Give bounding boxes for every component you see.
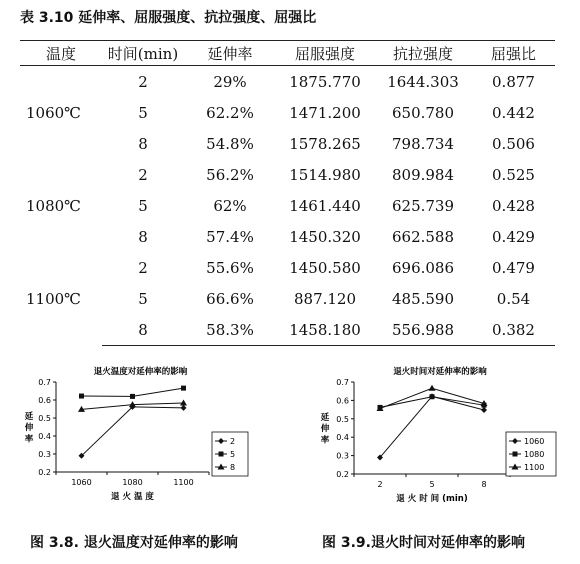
header-elongation: 延伸率 (184, 41, 276, 66)
table-row (20, 159, 555, 190)
ratio-cell: 0.525 (492, 165, 535, 184)
table-header-row (20, 41, 555, 66)
header-yield: 屈服强度 (276, 41, 374, 66)
y-axis-label: 延 伸 率 (319, 412, 329, 444)
ratio-cell: 0.429 (492, 227, 535, 246)
chart-time-svg (310, 362, 560, 512)
data-point (430, 394, 435, 399)
tensile-cell: 798.734 (391, 134, 455, 153)
table-caption: 表 3.10 延伸率、屈服强度、抗拉强度、屈强比 (20, 10, 317, 26)
data-point (180, 400, 187, 406)
yield-cell: 1450.580 (289, 258, 361, 277)
chart-title: 退火时间对延伸率的影响 (393, 367, 487, 377)
x-tick-label: 8 (481, 480, 487, 489)
elongation-cell: 56.2% (206, 165, 254, 184)
x-tick-label: 1100 (173, 478, 194, 487)
header-ratio: 屈强比 (472, 41, 555, 66)
x-axis-label: 退 火 时 间 (min) (396, 494, 468, 504)
legend-label: 2 (230, 437, 236, 446)
table-row (20, 252, 555, 283)
elongation-cell: 55.6% (206, 258, 254, 277)
y-tick-label: 0.3 (38, 450, 51, 459)
data-point (429, 385, 436, 391)
data-table (20, 40, 555, 346)
tensile-cell: 650.780 (391, 103, 455, 122)
time-cell: 5 (138, 196, 148, 215)
legend-label: 5 (230, 450, 236, 459)
ratio-cell: 0.382 (472, 314, 555, 346)
y-tick-label: 0.3 (336, 451, 349, 461)
y-tick-label: 0.6 (38, 396, 51, 405)
header-temp: 温度 (20, 41, 102, 66)
tensile-cell: 556.988 (374, 314, 472, 346)
x-tick-label: 2 (377, 480, 383, 489)
time-cell: 5 (138, 289, 148, 308)
temp-cell: 1060℃ (26, 103, 81, 122)
chart-title: 退火温度对延伸率的影响 (93, 367, 188, 377)
ratio-cell: 0.506 (492, 134, 535, 153)
y-tick-label: 0.5 (38, 414, 51, 423)
yield-cell: 1875.770 (289, 72, 361, 91)
legend (212, 432, 248, 476)
legend-label: 8 (230, 463, 236, 472)
elongation-cell: 66.6% (206, 289, 254, 308)
time-cell: 2 (138, 165, 148, 184)
elongation-cell: 29% (213, 72, 247, 91)
yield-cell: 1514.980 (289, 165, 361, 184)
time-cell: 5 (138, 103, 148, 122)
temp-cell: 1080℃ (26, 196, 81, 215)
data-point (130, 394, 135, 399)
yield-cell: 1450.320 (289, 227, 361, 246)
series-2 (79, 404, 187, 459)
data-point (181, 386, 186, 391)
header-tensile: 抗拉强度 (374, 41, 472, 66)
time-cell: 2 (138, 72, 148, 91)
legend-marker (219, 452, 224, 457)
x-axis-label: 退 火 温 度 (111, 492, 154, 502)
tensile-cell: 696.086 (391, 258, 455, 277)
yield-cell: 887.120 (293, 289, 357, 308)
header-time: 时间(min) (102, 41, 184, 66)
tensile-cell: 662.588 (391, 227, 455, 246)
y-tick-label: 0.4 (38, 432, 51, 441)
y-tick-label: 0.2 (336, 470, 349, 479)
elongation-cell: 57.4% (206, 227, 254, 246)
x-tick-label: 1060 (71, 478, 92, 487)
ratio-cell: 0.877 (492, 72, 535, 91)
series-1080 (378, 394, 487, 410)
y-tick-label: 0.6 (336, 396, 349, 406)
elongation-cell: 62% (213, 196, 247, 215)
series-line (380, 396, 484, 457)
yield-cell: 1458.180 (276, 314, 374, 346)
ratio-cell: 0.479 (492, 258, 535, 277)
y-tick-label: 0.4 (336, 433, 349, 443)
legend (506, 432, 556, 476)
data-point (79, 394, 84, 399)
legend-marker (513, 452, 518, 457)
y-tick-label: 0.7 (336, 378, 349, 387)
y-tick-label: 0.7 (38, 378, 51, 387)
yield-cell: 1471.200 (289, 103, 361, 122)
tensile-cell: 809.984 (391, 165, 455, 184)
tensile-cell: 485.590 (391, 289, 455, 308)
y-tick-label: 0.5 (336, 414, 349, 424)
x-tick-label: 5 (429, 480, 435, 489)
time-cell: 8 (138, 134, 148, 153)
ratio-cell: 0.428 (492, 196, 535, 215)
chart-time (310, 362, 560, 512)
ratio-cell: 0.54 (496, 289, 531, 308)
series-line (82, 407, 184, 456)
y-axis-label: 延 伸 率 (23, 411, 33, 443)
chart-temperature-svg (14, 362, 254, 512)
yield-cell: 1578.265 (289, 134, 361, 153)
time-cell: 2 (138, 258, 148, 277)
legend-label: 1060 (524, 437, 545, 446)
series-5 (79, 386, 186, 399)
y-tick-label: 0.2 (38, 468, 51, 477)
figure-caption-3-9: 图 3.9.退火时间对延伸率的影响 (322, 535, 525, 551)
table-row (20, 66, 555, 98)
elongation-cell: 62.2% (206, 103, 254, 122)
time-cell: 8 (138, 227, 148, 246)
data-point (481, 407, 487, 413)
yield-cell: 1461.440 (289, 196, 361, 215)
chart-temperature (14, 362, 254, 512)
x-tick-label: 1080 (122, 478, 143, 487)
tensile-cell: 1644.303 (387, 72, 459, 91)
elongation-cell: 58.3% (184, 314, 276, 346)
legend-label: 1100 (524, 463, 545, 472)
elongation-cell: 54.8% (206, 134, 254, 153)
figure-caption-3-8: 图 3.8. 退火温度对延伸率的影响 (30, 535, 238, 551)
temp-cell: 1100℃ (26, 289, 81, 308)
series-8 (78, 400, 187, 412)
tensile-cell: 625.739 (391, 196, 455, 215)
time-cell: 8 (102, 314, 184, 346)
legend-label: 1080 (524, 450, 545, 459)
ratio-cell: 0.442 (492, 103, 535, 122)
data-point (181, 405, 187, 411)
